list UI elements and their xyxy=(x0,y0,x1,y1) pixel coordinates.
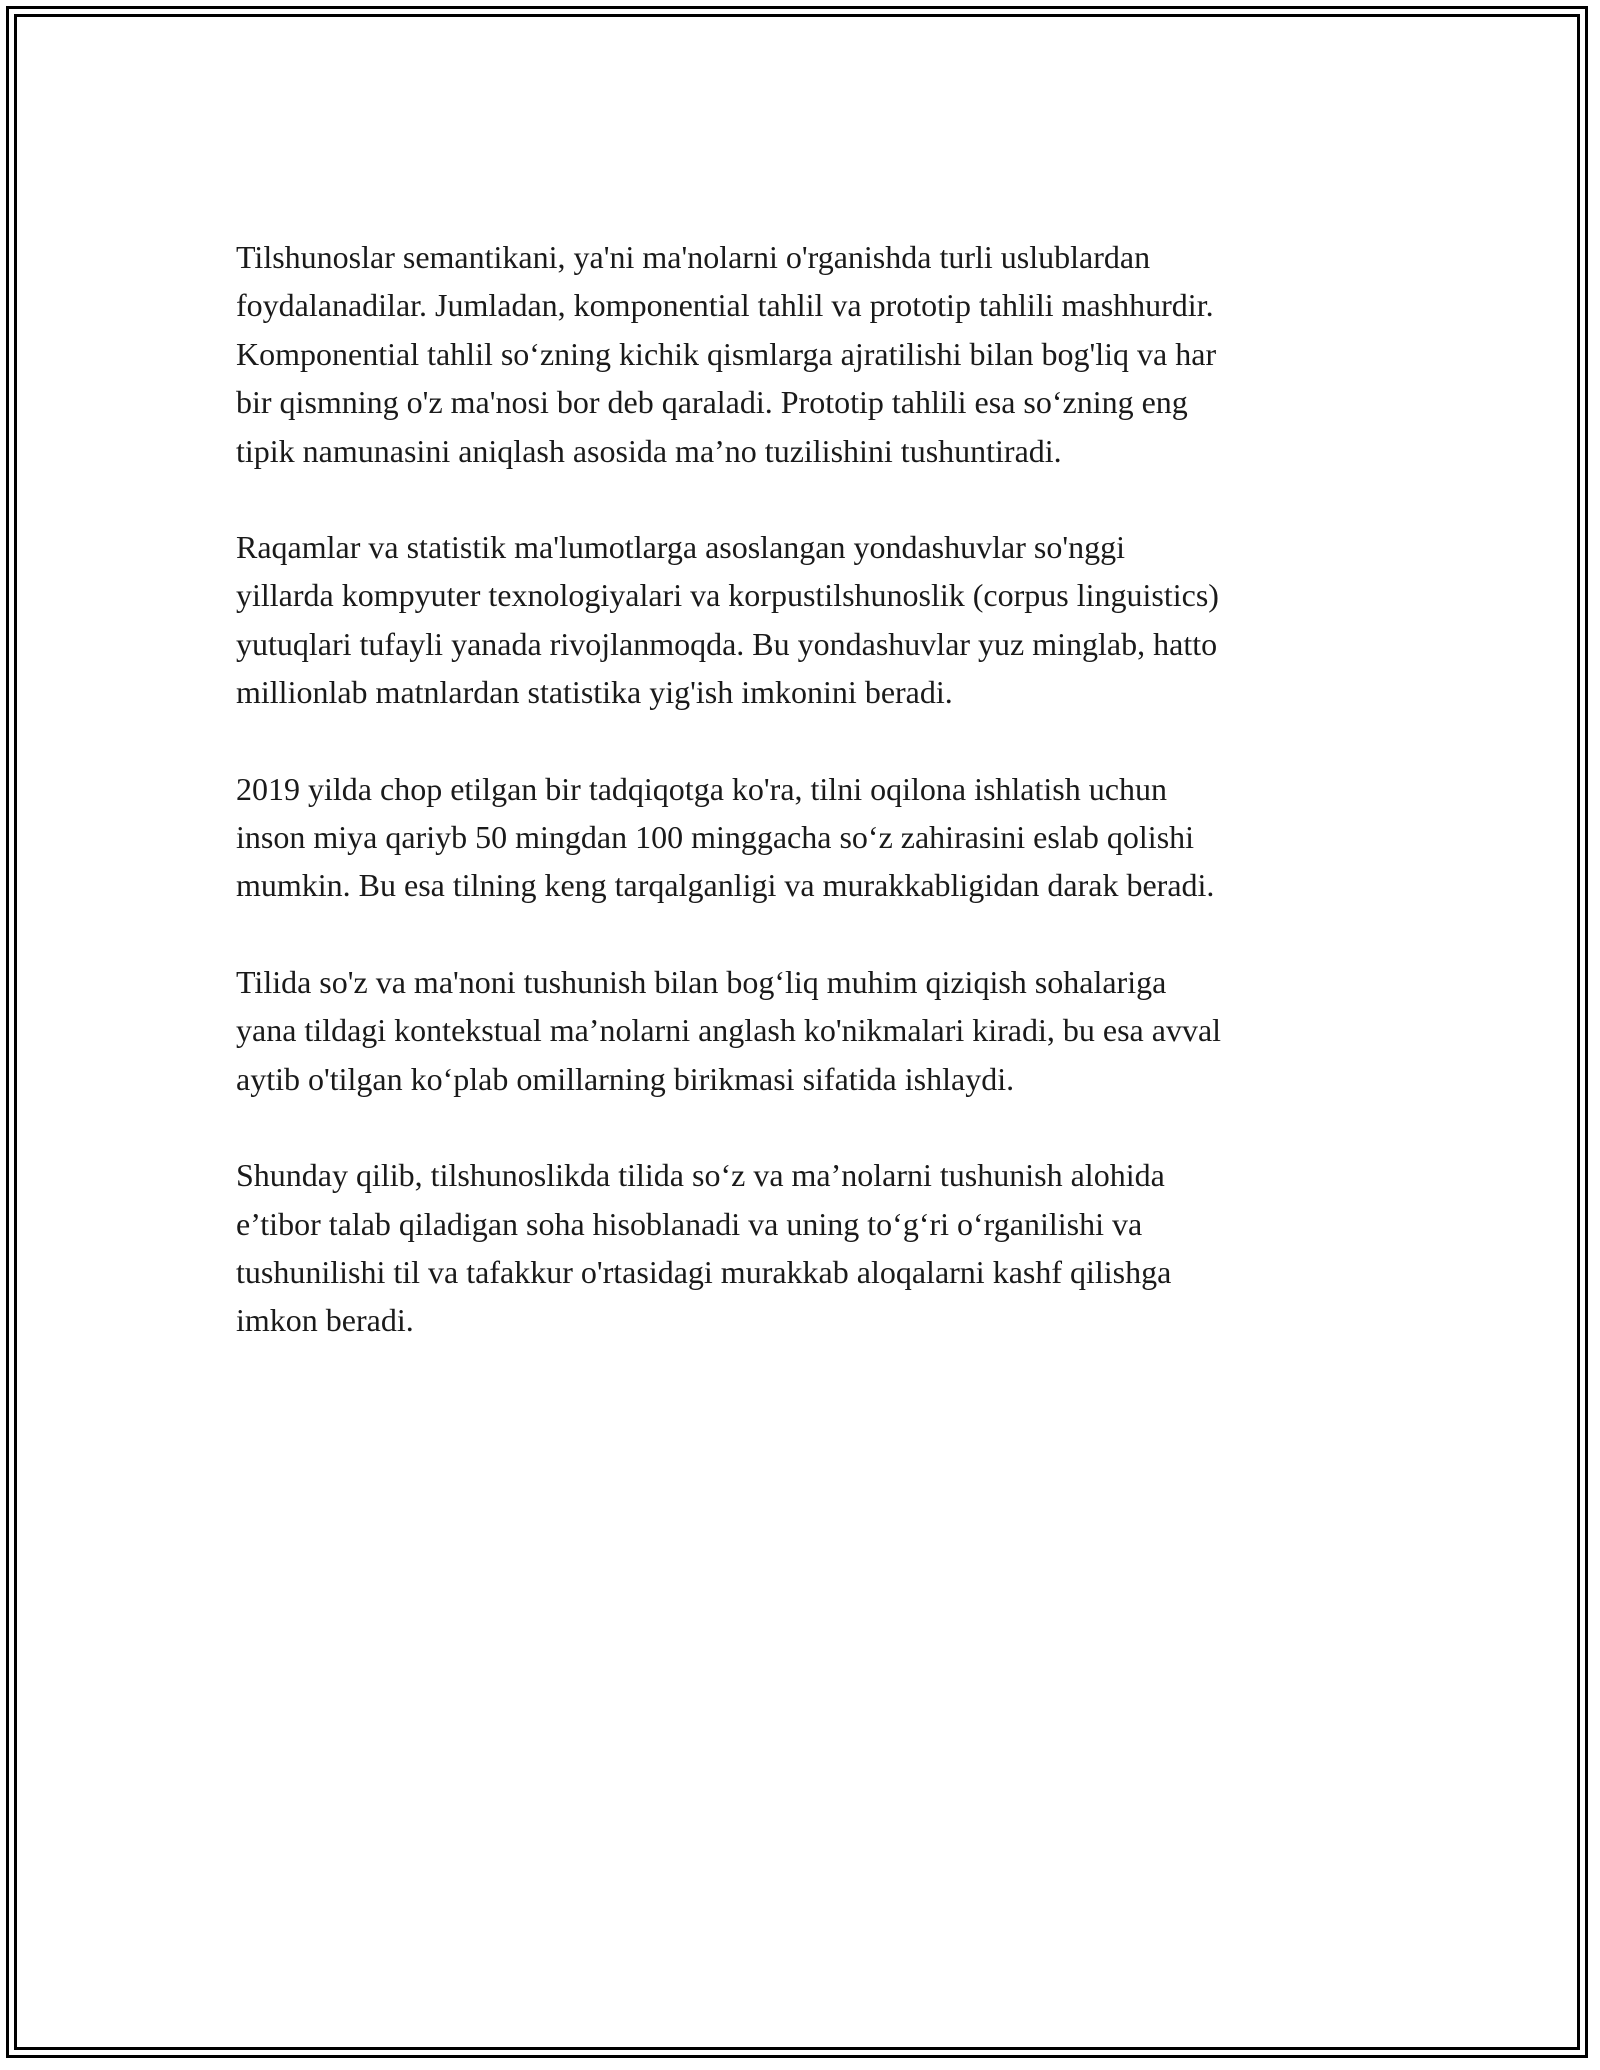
text-line: aytib o'tilgan ko‘plab omillarning birikmasi sifatida ishlaydi. xyxy=(236,1060,1015,1097)
text-line: yillarda kompyuter texnologiyalari va korpustilshunoslik (corpus linguistics) xyxy=(236,577,1219,614)
text-line: Shunday qilib, tilshunoslikda tilida so‘z va ma’nolarni tushunish alohida xyxy=(236,1157,1165,1194)
text-line: millionlab matnlardan statistika yig'ish imkonini beradi. xyxy=(236,674,953,711)
paragraph-2 xyxy=(236,523,1406,717)
text-line: foydalanadilar. Jumladan, komponential tahlil va prototip tahlili mashhurdir. xyxy=(236,287,1214,324)
text-line: Tilshunoslar semantikani, ya'ni ma'nolarni o'rganishda turli uslublardan xyxy=(236,239,1151,275)
document-body xyxy=(236,233,1406,1393)
text-line: Raqamlar va statistik ma'lumotlarga asoslangan yondashuvlar so'nggi xyxy=(236,529,1125,566)
text-line: bir qismning o'z ma'nosi bor deb qaraladi. Prototip tahlili esa so‘zning eng xyxy=(236,384,1188,421)
text-line: e’tibor talab qiladigan soha hisoblanadi va uning to‘g‘ri o‘rganilishi va xyxy=(236,1205,1143,1242)
text-line: Komponential tahlil so‘zning kichik qismlarga ajratilishi bilan bog'liq va har xyxy=(236,335,1217,372)
text-line: tipik namunasini aniqlash asosida ma’no tuzilishini tushuntiradi. xyxy=(236,432,1062,469)
paragraph-4 xyxy=(236,958,1406,1103)
text-line: imkon beradi. xyxy=(236,1302,414,1339)
text-line: 2019 yilda chop etilgan bir tadqiqotga ko'ra, tilni oqilona ishlatish uchun xyxy=(236,770,1167,807)
text-line: mumkin. Bu esa tilning keng tarqalganligi va murakkabligidan darak beradi. xyxy=(236,867,1215,904)
text-line: Tilida so'z va ma'noni tushunish bilan bog‘liq muhim qiziqish sohalariga xyxy=(236,963,1167,1000)
paragraph-5 xyxy=(236,1151,1406,1345)
text-line: tushunilishi til va tafakkur o'rtasidagi murakkab aloqalarni kashf qilishga xyxy=(236,1253,1172,1290)
text-line: yana tildagi kontekstual ma’nolarni anglash ko'nikmalari kiradi, bu esa avval xyxy=(236,1012,1222,1049)
paragraph-3 xyxy=(236,765,1406,910)
text-line: inson miya qariyb 50 mingdan 100 minggacha so‘z zahirasini eslab qolishi xyxy=(236,819,1195,856)
text-line: yutuqlari tufayli yanada rivojlanmoqda. Bu yondashuvlar yuz minglab, hatto xyxy=(236,625,1218,662)
paragraph-1 xyxy=(236,233,1406,475)
